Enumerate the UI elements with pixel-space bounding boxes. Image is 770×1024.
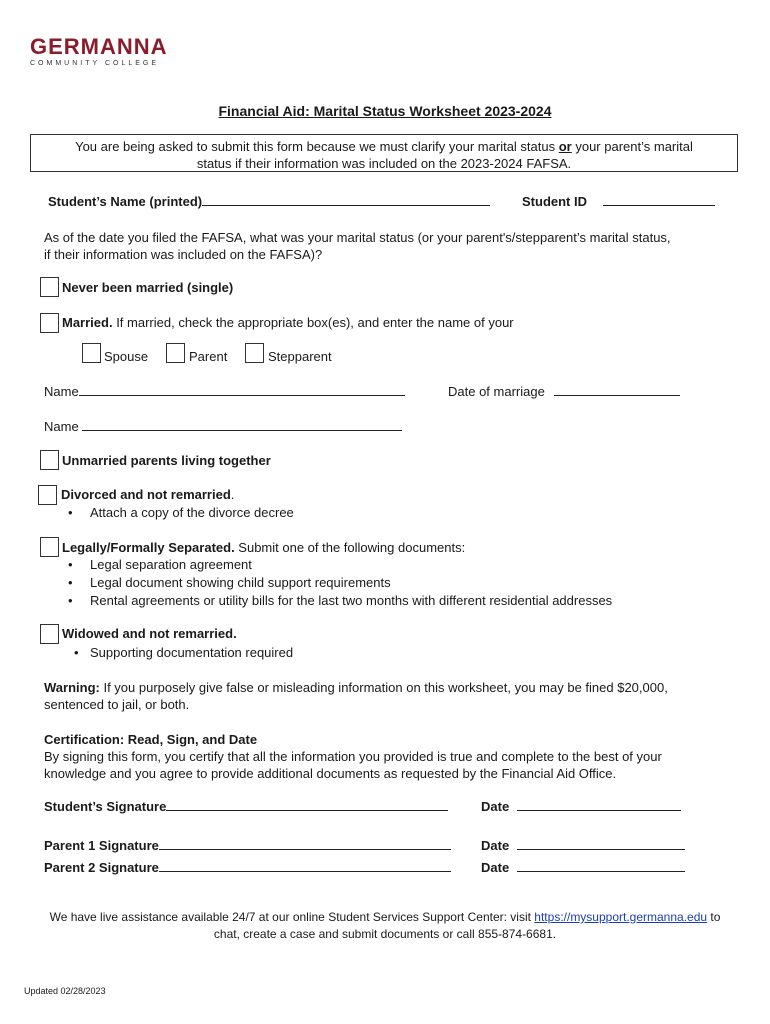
parent-checkbox[interactable] [166, 343, 185, 363]
stepparent-label: Stepparent [268, 349, 332, 364]
widowed-checkbox[interactable] [40, 624, 59, 644]
parent1-date-label: Date [481, 838, 510, 853]
support-link[interactable]: https://mysupport.germanna.edu [534, 910, 708, 924]
notice-or: or [558, 139, 572, 154]
parent2-date-row [481, 859, 685, 875]
parent1-signature-row [44, 837, 451, 853]
date-of-marriage-field[interactable] [554, 383, 680, 396]
parent1-date-field[interactable] [517, 837, 685, 850]
married-label [62, 315, 514, 330]
married-name-field[interactable] [79, 383, 405, 396]
student-id-label: Student ID [522, 194, 587, 209]
student-name-label: Student’s Name (printed) [48, 194, 203, 209]
married-name-row [44, 383, 405, 399]
second-name-field[interactable] [82, 418, 402, 431]
question-line-2: if their information was included on the FAFSA)? [44, 247, 323, 262]
separated-bullet-1: • Legal separation agreement [68, 557, 252, 572]
parent-label: Parent [189, 349, 228, 364]
never-married-label: Never been married (single) [62, 280, 234, 295]
notice-line-2: status if their information was included on the 2023-2024 FAFSA. [196, 156, 572, 171]
separated-bullet-text-2: Legal document showing child support requirements [90, 575, 391, 590]
parent1-date-row [481, 837, 685, 853]
student-id-field[interactable] [603, 193, 715, 206]
married-bold: Married. [62, 315, 113, 330]
student-id-row [522, 193, 715, 209]
parent2-signature-field[interactable] [159, 859, 451, 872]
separated-bullet-3: • Rental agreements or utility bills for the last two months with different residential addresses [68, 593, 613, 608]
parent2-date-label: Date [481, 860, 510, 875]
never-married-checkbox[interactable] [40, 277, 59, 297]
unmarried-checkbox[interactable] [40, 450, 59, 470]
student-name-row [48, 193, 490, 209]
married-checkbox[interactable] [40, 313, 59, 333]
updated-date: Updated 02/28/2023 [24, 986, 106, 996]
parent2-date-field[interactable] [517, 859, 685, 872]
unmarried-label: Unmarried parents living together [62, 453, 271, 468]
footer-text-a: We have live assistance available 24/7 at our online Student Services Support Center: visit [49, 910, 535, 924]
separated-label [62, 540, 465, 555]
warning-block [44, 679, 668, 713]
divorced-label [61, 487, 234, 502]
divorced-bold: Divorced and not remarried [61, 487, 231, 502]
parent1-signature-field[interactable] [159, 837, 451, 850]
separated-checkbox[interactable] [40, 537, 59, 557]
notice-box [30, 134, 738, 172]
stepparent-checkbox[interactable] [245, 343, 264, 363]
student-signature-label: Student’s Signature [44, 799, 167, 814]
parent2-signature-row [44, 859, 451, 875]
certification-line-2: knowledge and you agree to provide additional documents as requested by the Financial Aid Office. [44, 766, 617, 781]
notice-line-1 [31, 138, 737, 155]
separated-instructions: Submit one of the following documents: [234, 540, 466, 555]
student-signature-row [44, 798, 448, 814]
parent1-signature-label: Parent 1 Signature [44, 838, 159, 853]
notice-text-a: You are being asked to submit this form because we must clarify your marital status [75, 139, 559, 154]
certification-heading: Certification: Read, Sign, and Date [44, 732, 258, 747]
widowed-bullet: • Supporting documentation required [74, 645, 294, 660]
footer-line-2: chat, create a case and submit documents or call 855-874-6681. [213, 927, 557, 941]
page-title: Financial Aid: Marital Status Worksheet 2023-2024 [218, 103, 552, 119]
married-name-label: Name [44, 384, 79, 399]
warning-line-2: sentenced to jail, or both. [44, 697, 190, 712]
question-line-1: As of the date you filed the FAFSA, what was your marital status (or your parent's/stepparent’s marital status, [44, 230, 671, 245]
student-name-field[interactable] [202, 193, 490, 206]
separated-bullet-2: • Legal document showing child support requirements [68, 575, 391, 590]
widowed-label: Widowed and not remarried. [62, 626, 237, 641]
widowed-bullet-text: Supporting documentation required [90, 645, 294, 660]
second-name-row [44, 418, 402, 434]
footer-text-b: to [707, 910, 721, 924]
parent2-signature-label: Parent 2 Signature [44, 860, 159, 875]
warning-line-1: If you purposely give false or misleading information on this worksheet, you may be fined $20,000, [99, 680, 668, 695]
certification-line-1: By signing this form, you certify that all the information you provided is true and complete to the best of your [44, 749, 662, 764]
logo-subtitle: COMMUNITY COLLEGE [30, 60, 160, 67]
student-date-row [481, 798, 681, 814]
date-of-marriage-row [448, 383, 680, 399]
divorced-period: . [230, 487, 235, 502]
marital-status-question [44, 229, 671, 263]
warning-label: Warning: [44, 680, 100, 695]
notice-text-b: your parent’s marital [571, 139, 693, 154]
support-footer [0, 909, 770, 943]
spouse-label: Spouse [104, 349, 149, 364]
college-logo [30, 36, 168, 67]
divorced-checkbox[interactable] [38, 485, 57, 505]
separated-bullet-text-1: Legal separation agreement [90, 557, 252, 572]
logo-wordmark: GERMANNA [30, 34, 168, 59]
divorced-bullet-text: Attach a copy of the divorce decree [90, 505, 294, 520]
date-of-marriage-label: Date of marriage [448, 384, 545, 399]
student-date-label: Date [481, 799, 510, 814]
second-name-label: Name [44, 419, 79, 434]
divorced-bullet: • Attach a copy of the divorce decree [68, 505, 294, 520]
spouse-checkbox[interactable] [82, 343, 101, 363]
married-instructions: If married, check the appropriate box(es), and enter the name of your [112, 315, 514, 330]
student-signature-field[interactable] [166, 798, 448, 811]
student-date-field[interactable] [517, 798, 681, 811]
separated-bullet-text-3: Rental agreements or utility bills for the last two months with different residential addresses [90, 593, 613, 608]
separated-bold: Legally/Formally Separated. [62, 540, 235, 555]
certification-block [44, 731, 662, 782]
